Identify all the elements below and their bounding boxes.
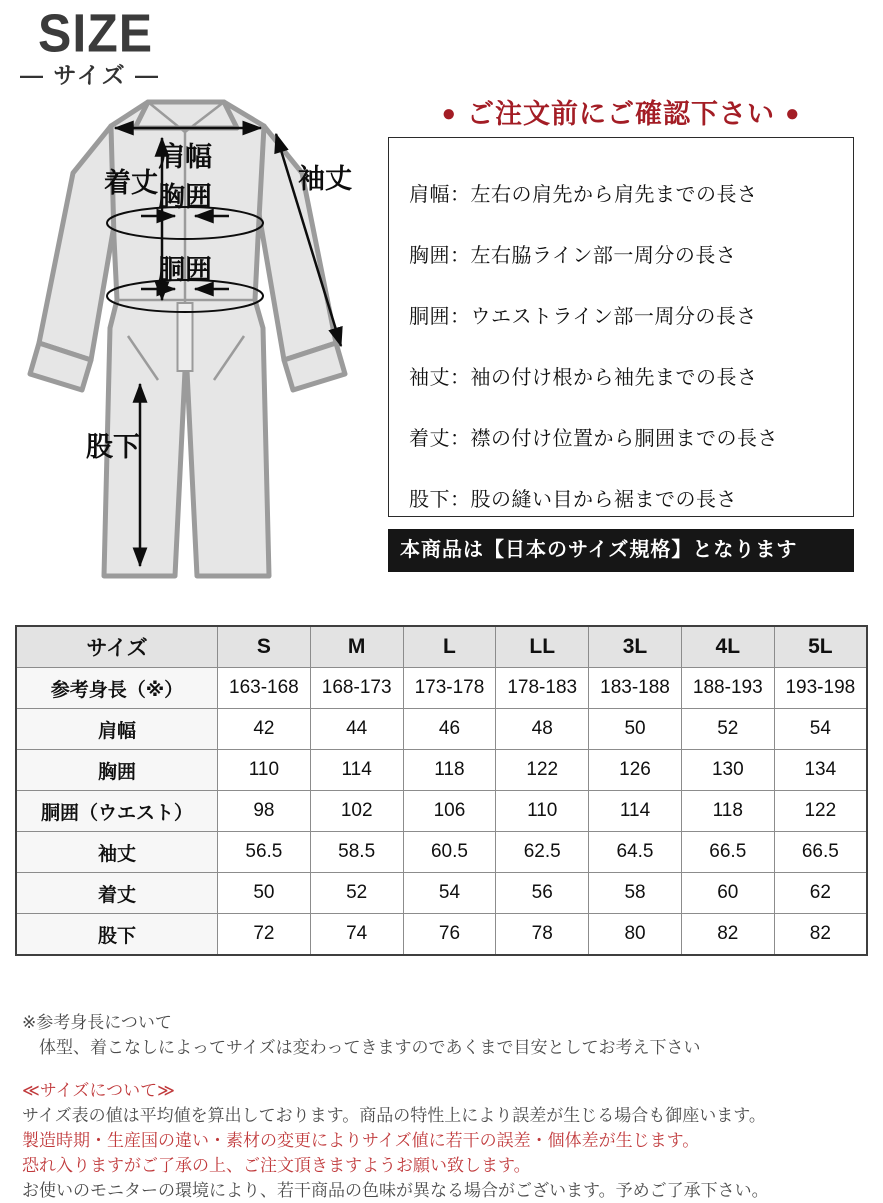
size-row-label: 袖丈 xyxy=(16,832,218,873)
measurement-definition: 袖丈：袖の付け根から袖先までの長さ xyxy=(409,367,758,389)
bullet-icon: ● xyxy=(785,100,801,127)
size-value-cell: 42 xyxy=(218,709,311,750)
confirm-heading-text: ご注文前にご確認下さい xyxy=(467,99,775,129)
note-line: サイズ表の値は平均値を算出しております。商品の特性上により誤差が生じる場合も御座います。 xyxy=(22,1106,766,1125)
size-table-corner-header: サイズ xyxy=(16,626,218,668)
size-value-cell: 122 xyxy=(774,791,867,832)
size-value-cell: 110 xyxy=(496,791,589,832)
size-value-cell: 64.5 xyxy=(589,832,682,873)
note-line: 製造時期・生産国の違い・素材の変更によりサイズ値に若干の誤差・個体差が生じます。 xyxy=(22,1131,700,1150)
note-line: 恐れ入りますがご了承の上、ご注文頂きますようお願い致します。 xyxy=(22,1156,531,1175)
measurement-definition: 着丈：襟の付け位置から胴囲までの長さ xyxy=(409,428,778,450)
measurement-definition: 胴囲：ウエストライン部一周分の長さ xyxy=(409,306,757,328)
size-column-header: 5L xyxy=(774,626,867,668)
size-table xyxy=(15,625,868,956)
footer-notes xyxy=(22,1010,769,1203)
left-sleeve xyxy=(39,126,117,360)
size-column-header: LL xyxy=(496,626,589,668)
size-value-cell: 122 xyxy=(496,750,589,791)
garment-measurement-diagram xyxy=(25,88,381,603)
size-value-cell: 50 xyxy=(589,709,682,750)
note-line: お使いのモニターの環境により、若干商品の色味が異なる場合がございます。予めご了承下さい。 xyxy=(22,1181,769,1200)
size-table-row xyxy=(16,791,867,832)
diagram-label-waist: 胴囲 xyxy=(158,255,212,285)
size-value-cell: 134 xyxy=(774,750,867,791)
confirm-heading xyxy=(388,92,854,131)
size-value-cell: 66.5 xyxy=(774,832,867,873)
size-value-cell: 58 xyxy=(589,873,682,914)
size-value-cell: 46 xyxy=(403,709,496,750)
measurement-definitions-box xyxy=(388,137,854,517)
right-sleeve xyxy=(258,126,336,360)
bullet-icon: ● xyxy=(441,100,457,127)
note-line: ≪サイズについて≫ xyxy=(22,1081,175,1100)
size-column-header: M xyxy=(310,626,403,668)
size-value-cell: 50 xyxy=(218,873,311,914)
size-value-cell: 62 xyxy=(774,873,867,914)
size-table-row xyxy=(16,873,867,914)
diagram-label-length: 着丈 xyxy=(104,168,158,198)
page-title: SIZE xyxy=(38,3,154,64)
size-row-label: 胸囲 xyxy=(16,750,218,791)
japan-size-notice-bar: 本商品は【日本のサイズ規格】となります xyxy=(388,529,854,572)
diagram-label-chest: 胸囲 xyxy=(158,182,212,212)
size-value-cell: 76 xyxy=(403,914,496,956)
size-value-cell: 78 xyxy=(496,914,589,956)
size-table-header-row xyxy=(16,626,867,668)
size-value-cell: 54 xyxy=(774,709,867,750)
size-value-cell: 74 xyxy=(310,914,403,956)
size-table-row xyxy=(16,914,867,956)
size-value-cell: 114 xyxy=(589,791,682,832)
size-value-cell: 114 xyxy=(310,750,403,791)
size-column-header: L xyxy=(403,626,496,668)
size-value-cell: 163-168 xyxy=(218,668,311,709)
measurement-definition: 股下：股の縫い目から裾までの長さ xyxy=(409,489,737,511)
size-value-cell: 48 xyxy=(496,709,589,750)
coverall-illustration xyxy=(25,88,381,603)
size-value-cell: 82 xyxy=(681,914,774,956)
size-value-cell: 52 xyxy=(310,873,403,914)
note-line: 体型、着こなしによってサイズは変わってきますのであくまで目安としてお考え下さい xyxy=(22,1038,701,1057)
size-value-cell: 126 xyxy=(589,750,682,791)
fly-placket xyxy=(178,303,193,371)
size-value-cell: 54 xyxy=(403,873,496,914)
size-value-cell: 168-173 xyxy=(310,668,403,709)
size-value-cell: 102 xyxy=(310,791,403,832)
diagram-label-sleeve: 袖丈 xyxy=(298,164,352,194)
size-value-cell: 44 xyxy=(310,709,403,750)
size-value-cell: 60 xyxy=(681,873,774,914)
collar xyxy=(135,102,237,128)
size-value-cell: 173-178 xyxy=(403,668,496,709)
size-value-cell: 66.5 xyxy=(681,832,774,873)
size-value-cell: 60.5 xyxy=(403,832,496,873)
size-table-row xyxy=(16,832,867,873)
size-value-cell: 188-193 xyxy=(681,668,774,709)
size-value-cell: 56 xyxy=(496,873,589,914)
size-column-header: S xyxy=(218,626,311,668)
size-value-cell: 178-183 xyxy=(496,668,589,709)
size-value-cell: 193-198 xyxy=(774,668,867,709)
page-subtitle: — サイズ — xyxy=(20,62,160,88)
size-row-label: 股下 xyxy=(16,914,218,956)
size-column-header: 3L xyxy=(589,626,682,668)
size-row-label: 肩幅 xyxy=(16,709,218,750)
size-row-label: 着丈 xyxy=(16,873,218,914)
diagram-label-inseam: 股下 xyxy=(86,432,140,462)
note-line: ※参考身長について xyxy=(22,1013,172,1032)
size-value-cell: 58.5 xyxy=(310,832,403,873)
size-value-cell: 80 xyxy=(589,914,682,956)
size-table-row xyxy=(16,709,867,750)
measurement-definition: 肩幅：左右の肩先から肩先までの長さ xyxy=(409,184,758,206)
size-row-label: 参考身長（※） xyxy=(16,668,218,709)
size-value-cell: 72 xyxy=(218,914,311,956)
size-value-cell: 118 xyxy=(403,750,496,791)
size-table-row xyxy=(16,668,867,709)
size-row-label: 胴囲（ウエスト） xyxy=(16,791,218,832)
size-column-header: 4L xyxy=(681,626,774,668)
size-value-cell: 52 xyxy=(681,709,774,750)
diagram-label-shoulder: 肩幅 xyxy=(158,142,212,172)
size-value-cell: 62.5 xyxy=(496,832,589,873)
size-value-cell: 98 xyxy=(218,791,311,832)
size-table-row xyxy=(16,750,867,791)
measurement-definition: 胸囲：左右脇ライン部一周分の長さ xyxy=(409,245,737,267)
size-value-cell: 56.5 xyxy=(218,832,311,873)
size-value-cell: 130 xyxy=(681,750,774,791)
size-value-cell: 118 xyxy=(681,791,774,832)
size-value-cell: 106 xyxy=(403,791,496,832)
size-value-cell: 183-188 xyxy=(589,668,682,709)
size-value-cell: 82 xyxy=(774,914,867,956)
size-value-cell: 110 xyxy=(218,750,311,791)
